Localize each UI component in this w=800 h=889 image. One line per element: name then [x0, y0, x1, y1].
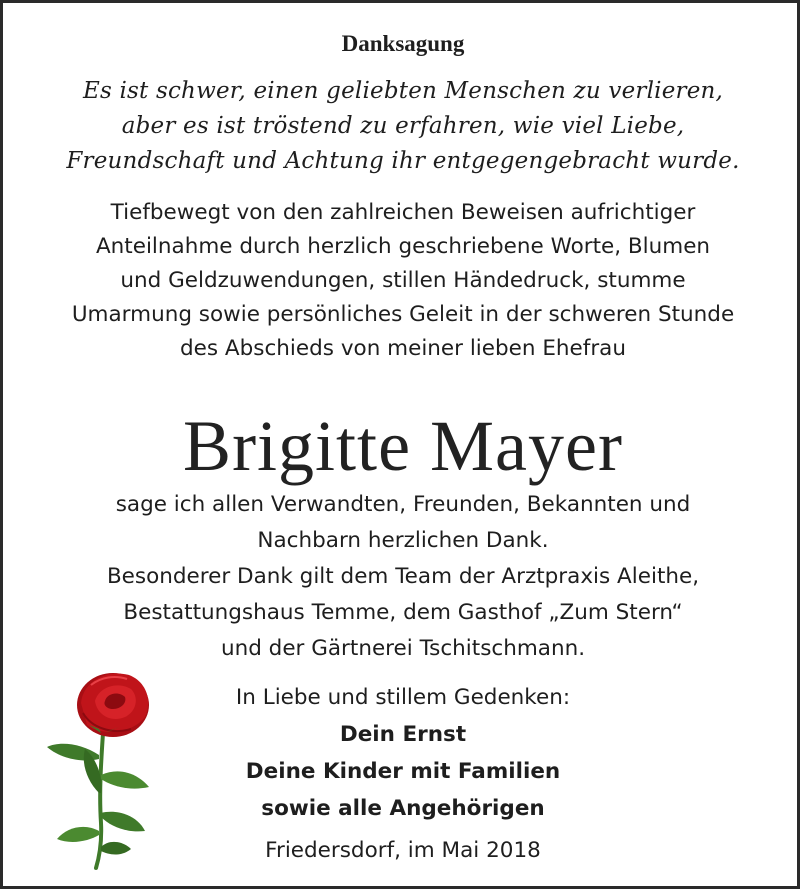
thanks-line: sage ich allen Verwandten, Freunden, Bekannten und — [115, 492, 691, 517]
quote-line: aber es ist tröstend zu erfahren, wie viel Liebe, — [121, 113, 685, 139]
closing-phrase: In Liebe und stillem Gedenken: — [235, 685, 571, 710]
intro-line: Tiefbewegt von den zahlreichen Beweisen aufrichtiger — [110, 200, 696, 225]
thanks-paragraph — [3, 487, 800, 667]
thanks-line: Nachbarn herzlichen Dank. — [257, 528, 549, 553]
thanks-line: Bestattungshaus Temme, dem Gasthof „Zum Stern“ — [123, 600, 683, 625]
deceased-name: Brigitte Mayer — [183, 406, 623, 486]
intro-line: des Abschieds von meiner lieben Ehefrau — [180, 336, 626, 361]
red-rose-icon — [41, 663, 161, 873]
quote-line: Es ist schwer, einen geliebten Menschen zu verlieren, — [82, 78, 724, 104]
quote-line: Freundschaft und Achtung ihr entgegengebracht wurde. — [66, 148, 740, 174]
thanks-line: Besonderer Dank gilt dem Team der Arztpraxis Aleithe, — [106, 564, 700, 589]
quote-block — [3, 74, 800, 179]
intro-line: Anteilnahme durch herzlich geschriebene Worte, Blumen — [95, 234, 711, 259]
signatory: Deine Kinder mit Familien — [245, 759, 561, 784]
signatory: sowie alle Angehörigen — [261, 796, 545, 821]
intro-paragraph — [3, 196, 800, 366]
intro-line: und Geldzuwendungen, stillen Händedruck, stumme — [120, 268, 686, 293]
signatory: Dein Ernst — [339, 722, 467, 747]
thanks-line: und der Gärtnerei Tschitschmann. — [220, 636, 586, 661]
notice-heading: Danksagung — [341, 31, 465, 56]
place-date: Friedersdorf, im Mai 2018 — [265, 838, 541, 863]
intro-line: Umarmung sowie persönliches Geleit in der schweren Stunde — [71, 302, 735, 327]
